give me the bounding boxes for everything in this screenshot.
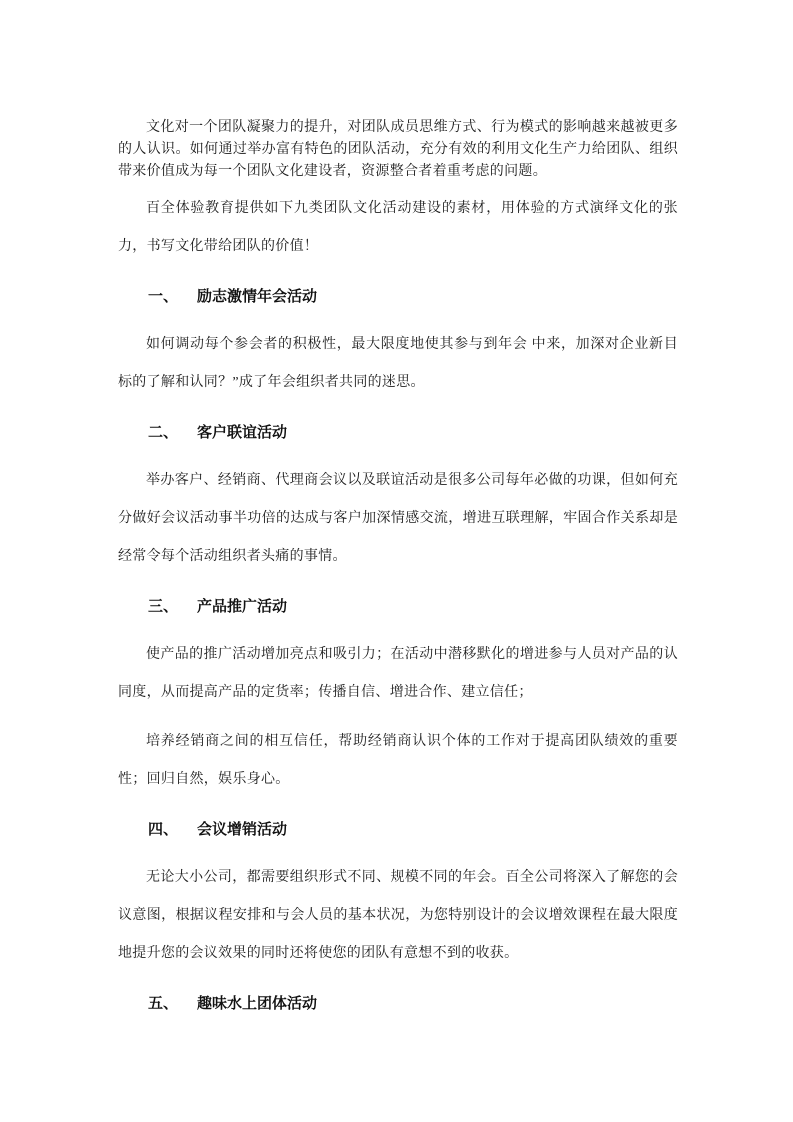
section-heading (118, 810, 678, 848)
section-heading (118, 587, 678, 625)
section-heading (118, 277, 678, 315)
document-paragraph: 培养经销商之间的相互信任，帮助经销商认识个体的工作对于提高团队绩效的重要性；回归自然，娱乐身心。 (118, 734, 678, 787)
document-paragraph: 举办客户、经销商、代理商会议以及联谊活动是很多公司每年必做的功课，但如何充分做好会议活动事半功倍的达成与客户加深情感交流，增进互联理解，牢固合作关系却是经常令每个活动组织者头痛的事情。 (118, 473, 678, 564)
section-heading-number: 一、 (148, 287, 179, 305)
section-heading-number: 三、 (148, 597, 179, 615)
document-paragraph: 文化对一个团队凝聚力的提升，对团队成员思维方式、行为模式的影响越来越被更多的人认识。如何通过举办富有特色的团队活动，充分有效的利用文化生产力给团队、组织带来价值成为每一个团队文化建设者，资源整合者着重考虑的问题。 (118, 120, 678, 179)
section-heading (118, 413, 678, 451)
section-heading-number: 四、 (148, 820, 179, 838)
section-heading (118, 984, 678, 1022)
document-paragraph: 如何调动每个参会者的积极性，最大限度地使其参与到年会 中来，加深对企业新目标的了解和认同？”成了年会组织者共同的迷思。 (118, 337, 678, 390)
section-heading-title: 励志激情年会活动 (197, 287, 318, 305)
section-heading-title: 会议增销活动 (197, 820, 288, 838)
document-content (118, 117, 678, 1022)
section-heading-number: 二、 (148, 423, 179, 441)
document-paragraph: 无论大小公司，都需要组织形式不同、规模不同的年会。百全公司将深入了解您的会议意图，根据议程安排和与会人员的基本状况，为您特别设计的会议增效课程在最大限度地提升您的会议效果的同时还将使您的团队有意想不到的收获。 (118, 870, 678, 961)
section-heading-title: 产品推广活动 (197, 597, 288, 615)
section-heading-number: 五、 (148, 994, 179, 1012)
section-heading-title: 趣味水上团体活动 (197, 994, 318, 1012)
document-paragraph: 使产品的推广活动增加亮点和吸引力；在活动中潜移默化的增进参与人员对产品的认同度，从而提高产品的定货率；传播自信、增进合作、建立信任； (118, 647, 678, 700)
section-heading-title: 客户联谊活动 (197, 423, 288, 441)
document-paragraph: 百全体验教育提供如下九类团队文化活动建设的素材，用体验的方式演绎文化的张力，书写文化带给团队的价值！ (118, 201, 678, 254)
